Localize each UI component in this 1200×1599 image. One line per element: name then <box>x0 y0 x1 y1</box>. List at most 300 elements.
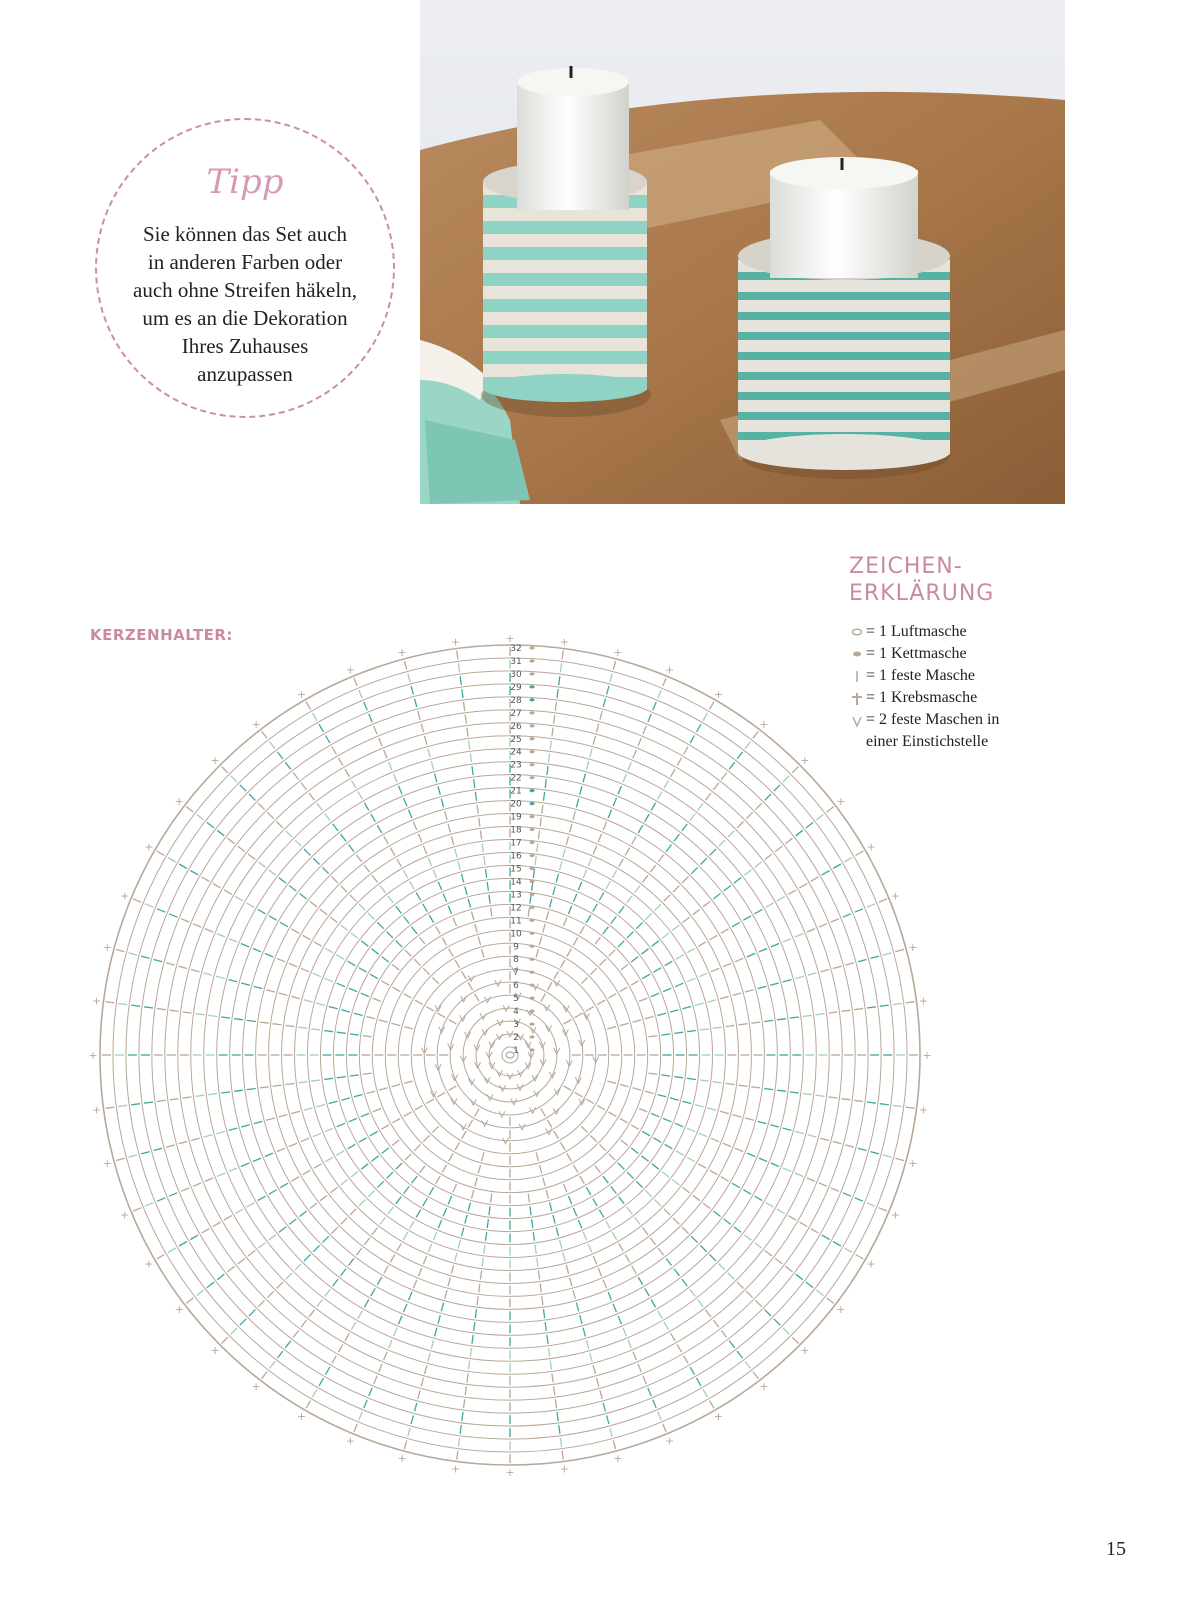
stitch-mark <box>350 1209 356 1215</box>
stitch-mark <box>586 1099 594 1104</box>
stitch-mark <box>544 1309 545 1318</box>
slip-stitch-mark <box>529 880 534 883</box>
stitch-mark <box>441 799 443 808</box>
stitch-mark <box>217 934 225 937</box>
round-label: 27 <box>510 708 522 719</box>
stitch-mark <box>783 1128 792 1130</box>
stitch-mark <box>366 1017 375 1019</box>
stitch-mark <box>437 1092 445 1097</box>
stitch-mark <box>437 1013 445 1018</box>
stitch-mark <box>530 895 531 904</box>
stitch-mark <box>277 1351 283 1358</box>
stitch-mark <box>414 959 420 965</box>
stitch-mark <box>270 742 276 749</box>
stitch-mark <box>844 1248 852 1253</box>
stitch-mark <box>293 773 299 780</box>
stitch-mark <box>197 1290 204 1296</box>
stitch-mark <box>739 1024 748 1025</box>
stitch-mark <box>530 1206 531 1215</box>
stitch-mark <box>747 954 755 957</box>
stitch-mark <box>269 916 277 921</box>
slip-stitch-mark <box>529 971 534 974</box>
stitch-mark <box>790 1017 799 1018</box>
stitch-mark <box>583 870 586 878</box>
stitch-mark <box>560 663 561 672</box>
stitch-mark <box>224 890 232 895</box>
stitch-mark <box>538 831 539 840</box>
stitch-mark <box>606 881 611 889</box>
stitch-mark <box>690 1289 695 1296</box>
stitch-mark <box>554 1131 559 1139</box>
stitch-mark <box>674 1077 683 1078</box>
stitch-mark <box>564 918 567 926</box>
stitch-mark <box>179 1242 187 1247</box>
stitch-mark <box>435 774 437 783</box>
stitch-mark <box>723 963 731 966</box>
stitch-mark <box>777 896 785 901</box>
stitch-mark <box>289 1219 296 1224</box>
round-label: 26 <box>510 721 522 732</box>
stitch-mark <box>484 856 485 865</box>
slip-stitch-mark <box>529 906 534 909</box>
stitch-mark <box>368 913 374 919</box>
stitch-mark <box>404 1112 412 1117</box>
slip-stitch-mark <box>529 854 534 857</box>
stitch-mark <box>783 1168 791 1171</box>
stitch-mark <box>410 881 415 889</box>
page-number: 15 <box>1106 1538 1126 1560</box>
stitch-mark <box>145 1203 153 1207</box>
stitch-mark <box>635 886 641 893</box>
stitch-mark <box>613 661 615 670</box>
stitch-mark <box>354 678 357 686</box>
stitch-mark <box>663 1424 666 1432</box>
crab-stitch-mark: + <box>102 1156 112 1170</box>
stitch-mark <box>728 1273 734 1279</box>
stitch-mark <box>193 1183 201 1186</box>
stitch-mark <box>687 1031 696 1032</box>
slip-stitch-mark <box>529 919 534 922</box>
stitch-mark <box>636 1181 642 1187</box>
stitch-mark <box>358 792 363 800</box>
stitch-mark <box>845 1145 854 1147</box>
round-label: 23 <box>510 760 522 771</box>
stitch-mark <box>458 1240 460 1249</box>
round-label: 29 <box>510 682 522 693</box>
stitch-mark <box>364 803 368 811</box>
stitch-mark <box>351 1322 356 1330</box>
stitch-mark <box>570 824 572 833</box>
stitch-mark <box>595 1166 601 1173</box>
stitch-mark <box>486 1232 487 1241</box>
stitch-mark <box>489 1206 490 1215</box>
slip-stitch-mark <box>529 828 534 831</box>
stitch-mark <box>248 854 255 860</box>
stitch-mark <box>713 783 719 790</box>
stitch-mark <box>240 785 246 791</box>
stitch-mark <box>191 1138 200 1140</box>
stitch-mark <box>811 1229 819 1234</box>
stitch-mark <box>775 846 782 852</box>
stitch-mark <box>279 878 286 883</box>
stitch-mark <box>759 949 767 952</box>
stitch-mark <box>623 1328 626 1336</box>
stitch-mark <box>443 894 446 902</box>
stitch-mark <box>131 1005 140 1006</box>
stitch-mark <box>157 909 165 912</box>
stitch-mark <box>277 822 283 828</box>
slip-stitch-mark <box>529 659 534 662</box>
stitch-mark <box>610 673 612 682</box>
stitch-mark <box>550 899 552 908</box>
stitch-mark <box>833 1142 842 1144</box>
stitch-mark <box>631 957 638 963</box>
stitch-mark <box>116 949 125 951</box>
stitch-mark <box>469 741 470 750</box>
slip-stitch-mark <box>529 867 534 870</box>
stitch-mark <box>618 786 622 794</box>
stitch-mark <box>737 822 743 828</box>
stitch-mark <box>632 1266 637 1274</box>
stitch-mark <box>816 1014 825 1015</box>
stitch-mark <box>438 882 442 890</box>
stitch-mark <box>229 939 237 942</box>
stitch-mark <box>202 877 210 882</box>
stitch-mark <box>396 941 402 947</box>
stitch-mark <box>547 982 552 990</box>
stitch-mark <box>216 976 225 978</box>
stitch-mark <box>560 1438 561 1447</box>
stitch-mark <box>631 1125 639 1130</box>
slip-stitch-mark <box>529 802 534 805</box>
stitch-mark <box>359 1200 365 1206</box>
stitch-mark <box>555 1399 556 1408</box>
stitch-mark <box>755 909 763 913</box>
stitch-mark <box>154 960 163 962</box>
stitch-mark <box>472 766 473 775</box>
stitch-mark <box>578 882 582 890</box>
stitch-mark <box>553 886 555 895</box>
stitch-mark <box>713 1082 722 1083</box>
stitch-mark <box>300 894 307 899</box>
stitch-mark <box>603 1403 605 1412</box>
stitch-mark <box>420 937 426 944</box>
round-label: 24 <box>510 747 522 758</box>
stitch-mark <box>619 859 624 867</box>
stitch-mark <box>415 1105 423 1110</box>
stitch-mark <box>822 1235 830 1239</box>
stitch-mark <box>559 676 560 685</box>
crab-stitch-mark: + <box>613 1451 623 1465</box>
stitch-mark <box>423 1198 428 1206</box>
stitch-mark <box>790 1092 799 1093</box>
stitch-mark <box>765 794 771 800</box>
crab-stitch-mark: + <box>144 840 154 854</box>
stitch-mark <box>867 1102 876 1103</box>
stitch-mark <box>228 1266 235 1272</box>
slip-stitch-mark <box>529 776 534 779</box>
stitch-mark <box>168 1248 176 1253</box>
stitch-mark <box>197 815 204 821</box>
stitch-mark <box>191 970 200 972</box>
stitch-mark <box>795 1131 804 1133</box>
round-label: 19 <box>510 812 522 823</box>
stitch-mark <box>324 1078 333 1079</box>
stitch-mark <box>788 890 796 895</box>
stitch-mark <box>623 774 626 782</box>
round-label: 7 <box>513 968 519 979</box>
stitch-mark <box>807 1178 815 1182</box>
crab-stitch-mark: + <box>397 1451 407 1465</box>
stitch-mark <box>277 1148 285 1151</box>
stitch-mark <box>193 924 201 927</box>
crab-stitch-mark: + <box>713 1410 724 1424</box>
stitch-mark <box>438 786 440 795</box>
slip-stitch-mark <box>529 1035 534 1038</box>
stitch-mark <box>285 1341 291 1348</box>
stitch-mark <box>833 1242 841 1247</box>
stitch-mark <box>627 932 633 938</box>
stitch-mark <box>562 1451 563 1460</box>
stitch-mark <box>408 1428 410 1437</box>
stitch-mark <box>338 758 343 766</box>
stitch-mark <box>677 1344 682 1352</box>
stitch-mark <box>423 1135 429 1141</box>
stitch-mark <box>457 1451 458 1460</box>
stitch-mark <box>870 1152 879 1154</box>
stitch-mark <box>578 1220 582 1228</box>
stitch-mark <box>606 1221 611 1229</box>
stitch-mark <box>470 1348 471 1357</box>
stitch-mark <box>796 1274 803 1280</box>
stitch-mark <box>564 1020 572 1025</box>
crab-stitch-mark: + <box>866 840 876 854</box>
stitch-mark <box>608 1292 611 1300</box>
stitch-mark <box>663 988 671 991</box>
stitch-mark <box>560 1142 565 1150</box>
stitch-mark <box>663 1118 671 1121</box>
stitch-mark <box>729 762 735 769</box>
stitch-mark <box>475 1309 476 1318</box>
stitch-mark <box>666 845 671 852</box>
stitch-mark <box>611 1186 617 1193</box>
stitch-mark <box>277 752 283 759</box>
stitch-mark <box>708 1108 717 1110</box>
stitch-mark <box>247 1020 256 1021</box>
stitch-mark <box>213 1222 221 1227</box>
stitch-mark <box>489 895 490 904</box>
crab-stitch-mark: + <box>345 663 356 677</box>
stitch-mark <box>396 1163 402 1169</box>
crab-stitch-mark: + <box>210 754 220 768</box>
stitch-mark <box>166 963 175 965</box>
stitch-mark <box>721 1177 729 1182</box>
stitch-mark <box>258 909 266 913</box>
stitch-mark <box>426 1007 434 1012</box>
stitch-mark <box>254 986 263 988</box>
stitch-mark <box>538 1271 539 1280</box>
stitch-mark <box>455 849 457 858</box>
stitch-mark <box>720 996 729 998</box>
stitch-mark <box>811 877 819 882</box>
stitch-mark <box>687 1128 695 1131</box>
stitch-mark <box>581 1126 587 1132</box>
stitch-mark <box>265 1153 273 1156</box>
round-label: 31 <box>510 656 522 667</box>
stitch-mark <box>457 651 458 660</box>
stitch-mark <box>266 990 275 992</box>
stitch-mark <box>157 851 165 856</box>
stitch-mark <box>325 978 333 981</box>
stitch-mark <box>590 1353 592 1362</box>
stitch-mark <box>418 1390 420 1399</box>
slip-stitch-mark <box>529 932 534 935</box>
stitch-mark <box>751 1087 760 1088</box>
stitch-mark <box>618 1316 622 1324</box>
stitch-mark <box>372 1156 379 1162</box>
stitch-mark <box>475 1177 477 1186</box>
stitch-mark <box>354 1013 363 1015</box>
stitch-mark <box>618 1163 624 1169</box>
stitch-mark <box>332 877 338 883</box>
stitch-mark <box>720 1111 729 1113</box>
stitch-mark <box>423 846 427 854</box>
stitch-mark <box>665 961 673 966</box>
slip-stitch-mark <box>529 1048 534 1051</box>
stitch-mark <box>783 1328 789 1334</box>
stitch-mark <box>460 1425 461 1434</box>
round-label: 5 <box>513 994 519 1005</box>
slip-stitch-mark <box>529 984 534 987</box>
stitch-mark <box>627 896 633 903</box>
stitch-mark <box>719 1264 725 1270</box>
stitch-mark <box>392 1140 399 1146</box>
stitch-mark <box>208 1094 217 1095</box>
stitch-mark <box>588 1244 591 1252</box>
stitch-mark <box>573 938 577 946</box>
stitch-mark <box>213 883 221 888</box>
round-label: 20 <box>510 799 522 810</box>
stitch-mark <box>721 773 727 780</box>
stitch-mark <box>724 886 731 891</box>
stitch-mark <box>641 1156 648 1162</box>
stitch-mark <box>248 1251 255 1257</box>
stitch-mark <box>854 1100 863 1101</box>
slip-stitch-mark <box>529 945 534 948</box>
stitch-mark <box>820 1138 829 1140</box>
stitch-mark <box>653 1400 656 1408</box>
stitch-mark <box>313 713 318 721</box>
tipp-circle <box>95 118 395 418</box>
stitch-mark <box>537 843 538 852</box>
stitch-mark <box>691 1236 697 1242</box>
stitch-mark <box>262 1372 268 1379</box>
stitch-mark <box>403 870 407 878</box>
stitch-mark <box>475 924 477 933</box>
stitch-mark <box>482 949 484 958</box>
stitch-mark <box>770 1125 779 1127</box>
stitch-mark <box>539 937 541 946</box>
stitch-mark <box>154 1148 163 1150</box>
stitch-mark <box>157 1255 165 1260</box>
stitch-mark <box>611 917 617 924</box>
stitch-mark <box>855 909 863 912</box>
crab-stitch-mark: + <box>88 1049 98 1062</box>
stitch-mark <box>387 932 393 938</box>
stitch-mark <box>468 899 470 908</box>
stitch-mark <box>879 1208 887 1211</box>
stitch-mark <box>326 1367 330 1375</box>
stitch-mark <box>364 865 369 872</box>
stitch-mark <box>295 1264 301 1270</box>
stitch-mark <box>408 673 410 682</box>
stitch-mark <box>332 1356 337 1364</box>
stitch-mark <box>662 933 669 939</box>
stitch-mark <box>580 786 582 795</box>
stitch-mark <box>618 941 624 947</box>
crab-stitch-mark: + <box>251 1379 261 1393</box>
stitch-mark <box>906 1107 915 1108</box>
stitch-mark <box>453 918 456 926</box>
stitch-mark <box>462 1131 467 1139</box>
stitch-mark <box>186 807 193 813</box>
stitch-mark <box>382 957 389 963</box>
stitch-mark <box>144 1007 153 1008</box>
stitch-mark <box>751 1022 760 1023</box>
stitch-mark <box>465 715 466 724</box>
stitch-mark <box>341 834 346 841</box>
stitch-mark <box>774 785 780 791</box>
stitch-mark <box>433 870 436 878</box>
stitch-mark <box>566 836 568 845</box>
stitch-mark <box>603 822 606 830</box>
stitch-mark <box>448 1196 451 1204</box>
stitch-mark <box>384 1266 389 1274</box>
stitch-mark <box>643 726 646 734</box>
stitch-mark <box>829 1097 838 1098</box>
stitch-mark <box>341 1180 348 1186</box>
stitch-mark <box>404 1081 413 1083</box>
stitch-mark <box>397 859 402 867</box>
stitch-mark <box>423 1256 427 1264</box>
stitch-mark <box>564 1086 572 1091</box>
stitch-mark <box>320 1195 327 1200</box>
stitch-mark <box>409 810 412 818</box>
stitch-mark <box>404 1186 410 1193</box>
stitch-mark <box>270 1361 276 1368</box>
stitch-mark <box>425 1365 427 1374</box>
stitch-mark <box>399 786 403 794</box>
stitch-mark <box>580 1176 585 1184</box>
stitch-mark <box>309 1310 315 1317</box>
stitch-mark <box>600 711 602 720</box>
stitch-mark <box>404 1027 413 1029</box>
stitch-mark <box>655 904 661 910</box>
stitch-mark <box>249 1310 255 1316</box>
stitch-mark <box>415 699 417 708</box>
stitch-mark <box>639 998 647 1001</box>
stitch-mark <box>858 960 867 962</box>
stitch-mark <box>221 1092 230 1093</box>
stitch-mark <box>664 780 669 788</box>
stitch-mark <box>480 1271 481 1280</box>
stitch-mark <box>747 1153 755 1156</box>
stitch-mark <box>106 1107 115 1108</box>
stitch-mark <box>358 1311 363 1319</box>
stitch-mark <box>354 1424 357 1432</box>
stitch-mark <box>207 1282 214 1288</box>
stitch-mark <box>541 994 546 1002</box>
